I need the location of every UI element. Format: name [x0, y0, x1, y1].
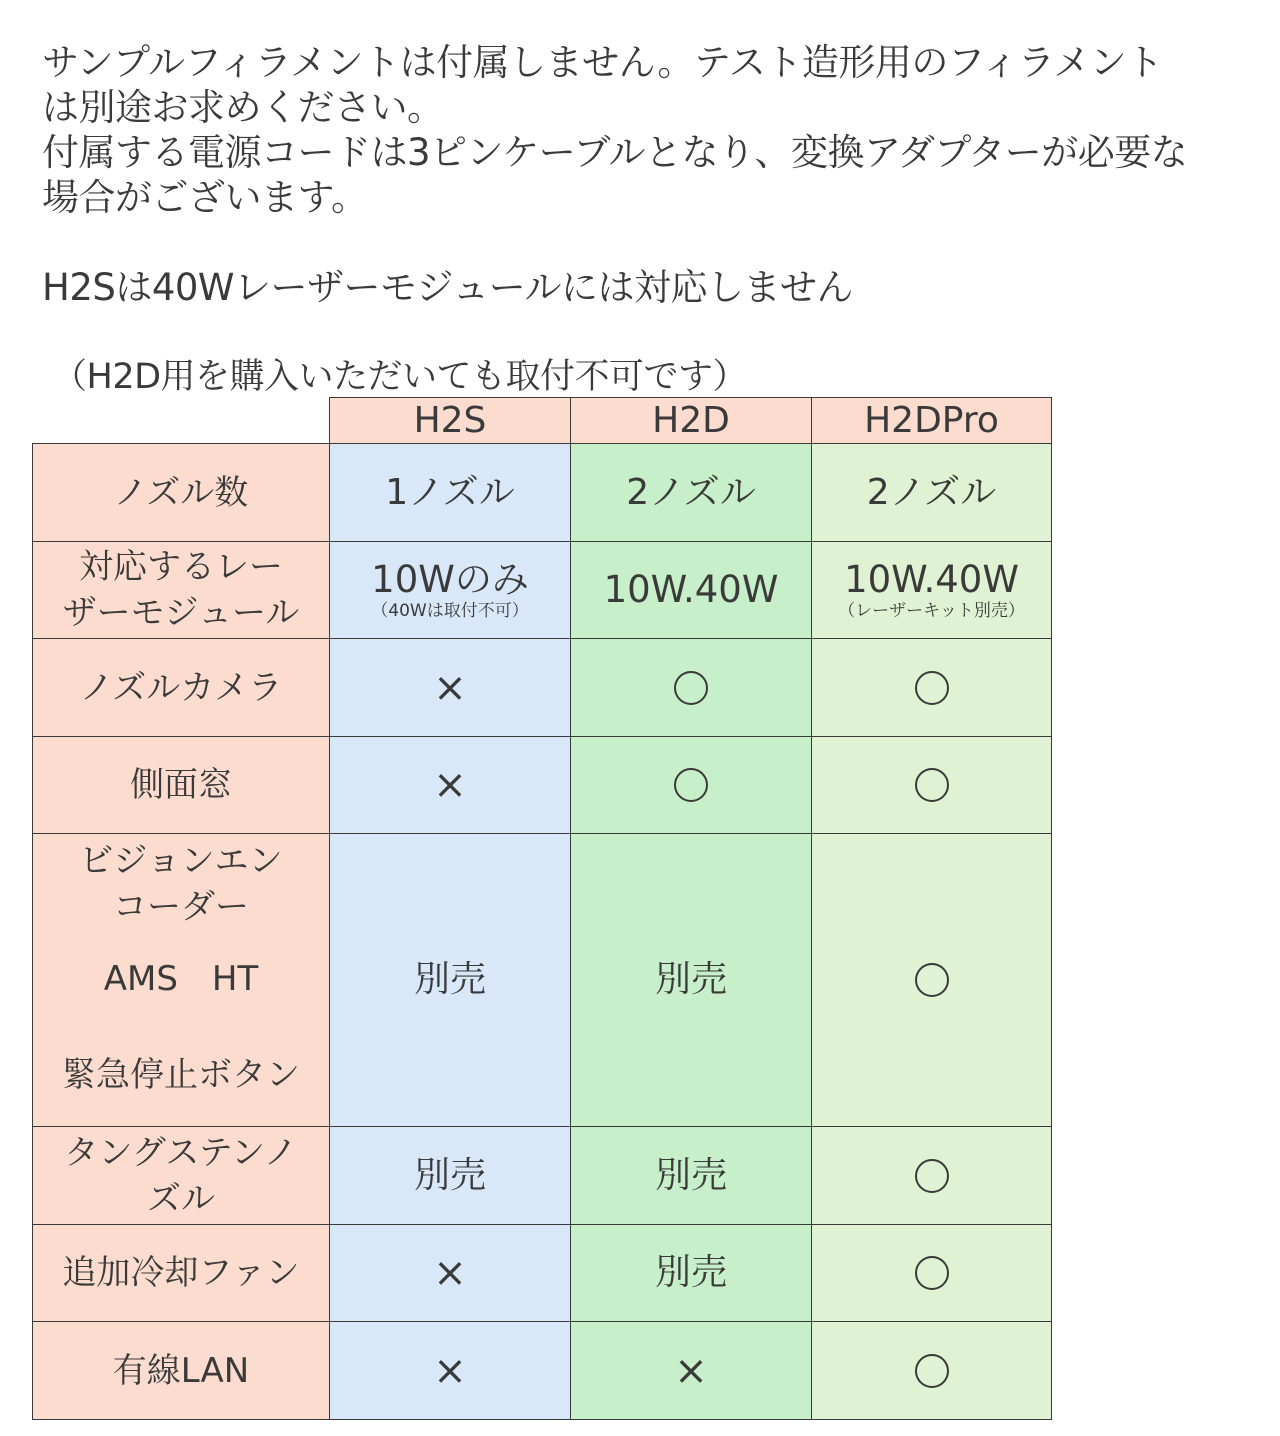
- cell-h2s-nozzle-camera: [329, 638, 571, 737]
- feature-laser-module: [32, 541, 330, 639]
- cell-h2dpro-nozzle-camera: [811, 638, 1052, 737]
- feature-label: ノズル数: [113, 472, 249, 513]
- feature-tungsten-nozzle: [32, 1126, 330, 1225]
- feature-nozzle-count: [32, 443, 330, 542]
- feature-label: 有線LAN: [112, 1350, 250, 1391]
- circle-mark: [915, 963, 949, 997]
- circle-mark: [915, 1256, 949, 1290]
- cross-mark: ×: [433, 1250, 467, 1296]
- circle-mark: [915, 671, 949, 705]
- cross-mark: ×: [433, 762, 467, 808]
- cell-h2dpro-tungsten-nozzle: [811, 1126, 1052, 1225]
- laser-subnote: （レーザーキット別売）: [838, 601, 1025, 621]
- laser-value: 10Wのみ: [371, 558, 529, 601]
- cross-mark: ×: [433, 1347, 467, 1394]
- feature-cooling-fan: [32, 1224, 330, 1322]
- cross-mark: ×: [674, 1347, 708, 1394]
- cell-h2d-wired-lan: [570, 1321, 812, 1420]
- feature-label-line1: 対応するレー: [79, 547, 283, 587]
- cell-h2d-nozzles: 2ノズル: [570, 443, 812, 542]
- cell-h2d-laser: [570, 541, 812, 639]
- cell-h2s-cooling-fan: [329, 1224, 571, 1322]
- cell-h2s-laser: [329, 541, 571, 639]
- circle-mark: [915, 1354, 949, 1388]
- feature-label-line2: コーダー: [113, 887, 249, 927]
- circle-mark: [674, 768, 708, 802]
- cell-h2d-nozzle-camera: [570, 638, 812, 737]
- cell-h2dpro-wired-lan: [811, 1321, 1052, 1420]
- notice-line: は別途お求めください。: [42, 86, 444, 129]
- cell-h2dpro-cooling-fan: [811, 1224, 1052, 1322]
- feature-label-line3: AMS HT: [103, 959, 259, 999]
- notice-line: 場合がございます。: [42, 176, 368, 219]
- cell-h2dpro-laser: [811, 541, 1052, 639]
- feature-label-line1: ビジョンエン: [79, 841, 283, 881]
- cell-h2s-nozzles: 1ノズル: [329, 443, 571, 542]
- cell-h2dpro-side-window: [811, 736, 1052, 834]
- cell-h2dpro-vision-bundle: [811, 833, 1052, 1127]
- table-note: （H2D用を購入いただいても取付不可です）: [52, 357, 748, 397]
- cell-h2d-vision-bundle: 別売: [570, 833, 812, 1127]
- column-header-h2s: H2S: [329, 397, 571, 444]
- cell-h2d-side-window: [570, 736, 812, 834]
- laser-value: 10W.40W: [603, 568, 779, 611]
- cell-h2s-side-window: [329, 736, 571, 834]
- circle-mark: [674, 671, 708, 705]
- h2s-laser-note: H2Sは40Wレーザーモジュールには対応しません: [42, 266, 854, 309]
- column-header-h2dpro: H2DPro: [811, 397, 1052, 444]
- feature-label-line1: タングステンノ: [64, 1132, 298, 1173]
- feature-side-window: [32, 736, 330, 834]
- column-header-h2d: H2D: [570, 397, 812, 444]
- cell-h2s-vision-bundle: 別売: [329, 833, 571, 1127]
- notice-line: サンプルフィラメントは付属しません。テスト造形用のフィラメント: [42, 41, 1163, 84]
- feature-nozzle-camera: [32, 638, 330, 737]
- cell-h2s-wired-lan: [329, 1321, 571, 1420]
- cell-h2d-tungsten-nozzle: 別売: [570, 1126, 812, 1225]
- circle-mark: [915, 1159, 949, 1193]
- cross-mark: ×: [433, 664, 467, 711]
- feature-label: 追加冷却ファン: [62, 1253, 300, 1293]
- laser-value: 10W.40W: [844, 558, 1019, 601]
- notice-text: [42, 40, 1242, 220]
- notice-line: 付属する電源コードは3ピンケーブルとなり、変換アダプターが必要な: [42, 131, 1188, 174]
- cell-h2s-tungsten-nozzle: 別売: [329, 1126, 571, 1225]
- laser-subnote: （40Wは取付不可）: [371, 601, 529, 621]
- circle-mark: [915, 768, 949, 802]
- feature-label-line2: ザーモジュール: [62, 593, 300, 633]
- feature-label: 側面窓: [130, 765, 232, 805]
- feature-label-line2: ズル: [147, 1178, 215, 1219]
- feature-label: ノズルカメラ: [79, 667, 283, 708]
- cell-h2d-cooling-fan: 別売: [570, 1224, 812, 1322]
- feature-wired-lan: [32, 1321, 330, 1420]
- feature-label-line4: 緊急停止ボタン: [62, 1055, 300, 1095]
- cell-h2dpro-nozzles: 2ノズル: [811, 443, 1052, 542]
- feature-vision-bundle: [32, 833, 330, 1127]
